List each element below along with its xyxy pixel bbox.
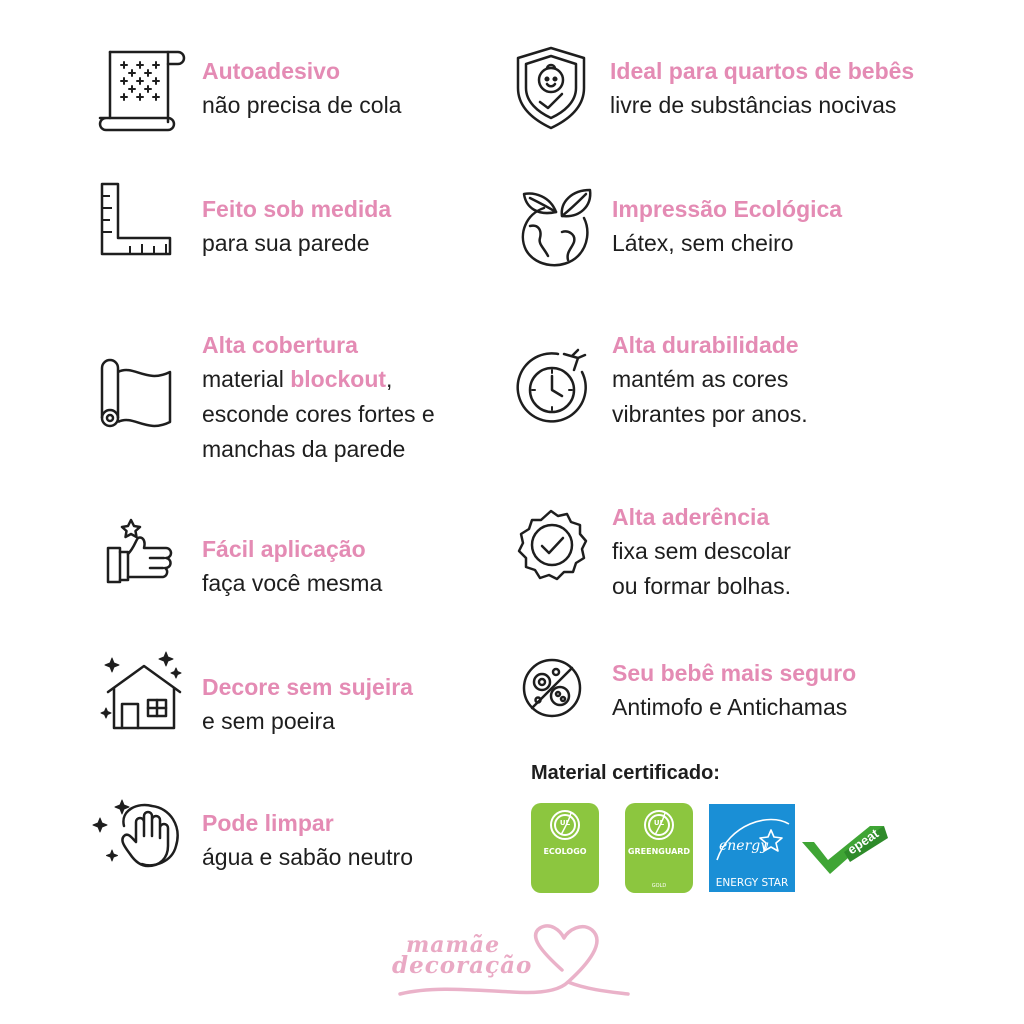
- energy-star-icon: [709, 804, 795, 892]
- ul-greenguard-badge-icon: [625, 803, 693, 893]
- epeat-icon: [800, 822, 892, 876]
- feature-title: Fácil aplicação: [202, 536, 366, 562]
- sparkling-house-icon: [100, 650, 184, 734]
- feature-description: e sem poeira: [202, 708, 335, 734]
- eco-globe-leaves-icon: [516, 186, 600, 270]
- feature-description: ou formar bolhas.: [612, 573, 791, 599]
- feature-description: manchas da parede: [202, 436, 406, 462]
- feature-title: Alta cobertura: [202, 332, 358, 358]
- feature-description: Látex, sem cheiro: [612, 230, 794, 256]
- feature-text: ,: [386, 366, 393, 392]
- feature-title: Alta aderência: [612, 504, 770, 530]
- check-seal-icon: [514, 508, 588, 582]
- baby-shield-icon: [514, 46, 588, 130]
- feature-description: água e sabão neutro: [202, 844, 414, 870]
- feature-description: não precisa de cola: [202, 92, 402, 118]
- ul-ecologo-badge-icon: [531, 803, 599, 893]
- feature-title: Impressão Ecológica: [612, 196, 843, 222]
- no-mold-icon: [520, 654, 584, 722]
- mamae-decoracao-logo: [392, 920, 632, 1002]
- ul-mark: UL: [653, 819, 665, 827]
- brand-name-line2: decoração: [392, 952, 533, 979]
- brand-name-line1: mamãe: [406, 932, 501, 958]
- badge-name: ENERGY STAR: [715, 877, 789, 889]
- feature-title: Ideal para quartos de bebês: [610, 58, 915, 84]
- feature-description: Antimofo e Antichamas: [612, 694, 848, 720]
- feature-description: para sua parede: [202, 230, 370, 256]
- feature-title: Feito sob medida: [202, 196, 392, 222]
- thumbs-up-star-icon: [104, 518, 174, 588]
- badge-name: epeat: [844, 825, 882, 858]
- energy-script: energy: [719, 838, 769, 854]
- feature-description: fixa sem descolar: [612, 538, 791, 564]
- clock-durability-icon: [514, 348, 594, 428]
- hand-wiping-icon: [90, 796, 182, 872]
- feature-description: mantém as cores: [612, 366, 789, 392]
- feature-title: Autoadesivo: [202, 58, 341, 84]
- feature-title: Alta durabilidade: [612, 332, 799, 358]
- feature-title: Seu bebê mais seguro: [612, 660, 857, 686]
- feature-description: [202, 362, 435, 397]
- badge-name: ECOLOGO: [543, 847, 587, 856]
- feature-description: livre de substâncias nocivas: [610, 92, 897, 118]
- wallpaper-scroll-icon: [96, 48, 186, 138]
- feature-description: faça você mesma: [202, 570, 383, 596]
- ul-mark: UL: [559, 819, 571, 827]
- wallpaper-roll-icon: [98, 358, 174, 434]
- certifications-title: Material certificado:: [531, 762, 720, 784]
- feature-text: material: [202, 366, 284, 392]
- feature-description: vibrantes por anos.: [612, 401, 808, 427]
- feature-title: Pode limpar: [202, 810, 334, 836]
- measuring-ruler-icon: [98, 182, 174, 258]
- highlight-blockout: blockout: [290, 366, 387, 392]
- badge-name: GREENGUARD: [627, 847, 691, 856]
- feature-description: esconde cores fortes e: [202, 401, 435, 427]
- feature-title: Decore sem sujeira: [202, 674, 413, 700]
- badge-level: GOLD: [651, 883, 667, 889]
